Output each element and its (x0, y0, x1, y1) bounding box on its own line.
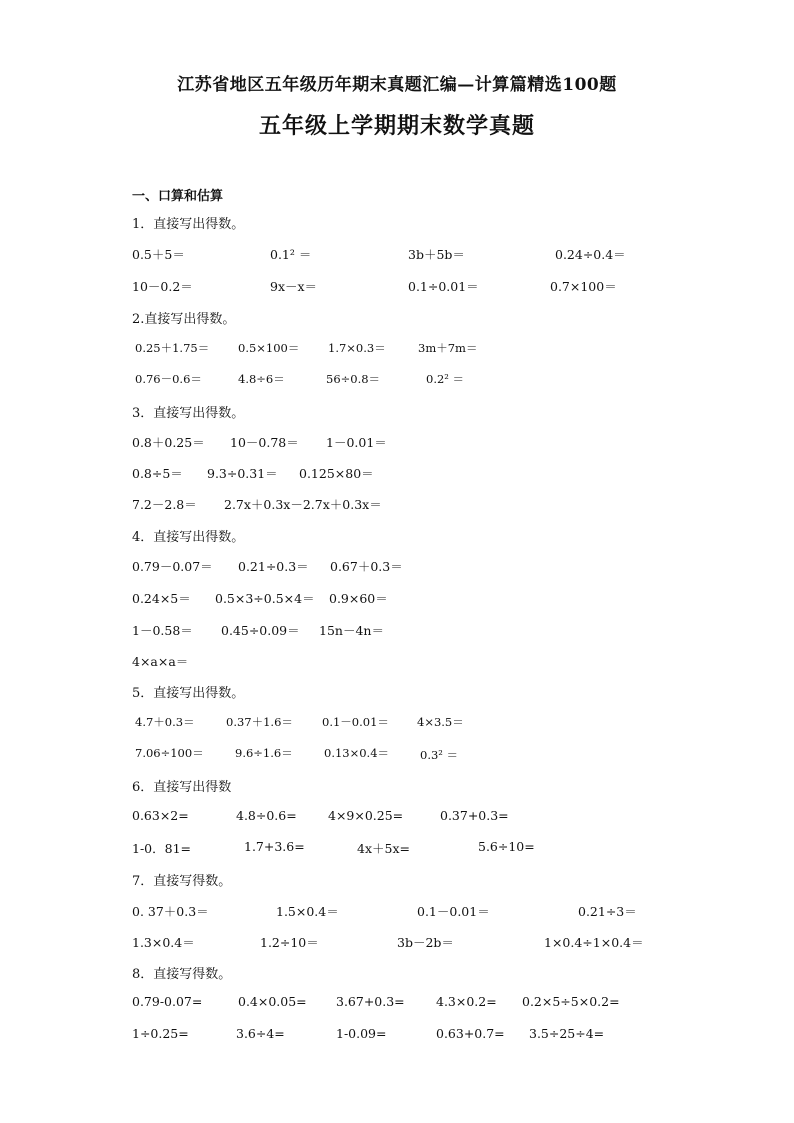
problem: 0.7×100＝ (550, 279, 617, 294)
problem: 4×a×a＝ (132, 654, 189, 669)
problem: 0.79-0.07= (132, 994, 203, 1009)
problem: 5.6÷10= (478, 839, 535, 854)
problem: 0.5＋5＝ (132, 247, 185, 262)
problem: 1.7+3.6= (244, 839, 305, 854)
problem: 0.8＋0.25＝ (132, 435, 205, 450)
problem: 4.3×0.2= (436, 994, 497, 1009)
problem: 0.5×3÷0.5×4＝ (215, 591, 315, 606)
problem: 0.21÷3＝ (578, 904, 637, 919)
problem: 0.3² ＝ (420, 748, 459, 762)
problem: 0.45÷0.09＝ (221, 623, 300, 638)
problem: 0.2² ＝ (426, 372, 465, 386)
problem: 1÷0.25= (132, 1026, 189, 1041)
problem: 3.5÷25÷4= (529, 1026, 605, 1041)
question-8-label: 8．直接写得数。 (132, 967, 232, 982)
problem: 0.67＋0.3＝ (330, 559, 403, 574)
problem: 0.63×2= (132, 808, 189, 823)
problem: 0.24×5＝ (132, 591, 191, 606)
problem: 1×0.4÷1×0.4＝ (544, 935, 644, 950)
problem: 4.7＋0.3＝ (135, 715, 195, 729)
problem: 3b－2b＝ (397, 935, 454, 950)
problem: 1.2÷10＝ (260, 935, 319, 950)
problem: 0.1－0.01＝ (322, 715, 389, 729)
question-1-label: 1．直接写出得数。 (132, 217, 245, 232)
problem: 9.6÷1.6＝ (235, 746, 293, 760)
problem: 3b＋5b＝ (408, 247, 465, 262)
problem: 10－0.78＝ (230, 435, 299, 450)
problem: 4.8÷6＝ (238, 372, 285, 386)
problem: 0.79－0.07＝ (132, 559, 213, 574)
question-3-label: 3．直接写出得数。 (132, 406, 245, 421)
problem: 0.125×80＝ (299, 466, 374, 481)
problem: 7.06÷100＝ (135, 746, 204, 760)
problem: 4x＋5x= (357, 841, 410, 856)
problem: 4×9×0.25= (328, 808, 404, 823)
document-subtitle: 五年级上学期期末数学真题 (258, 113, 535, 139)
question-5-label: 5．直接写出得数。 (132, 686, 245, 701)
problem: 0.1－0.01＝ (417, 904, 490, 919)
problem: 4×3.5＝ (417, 715, 464, 729)
question-4-label: 4．直接写出得数。 (132, 530, 245, 545)
problem: 0.13×0.4＝ (324, 746, 390, 760)
problem: 56÷0.8＝ (326, 372, 381, 386)
problem: 3.6÷4= (236, 1026, 285, 1041)
problem: 9x－x＝ (270, 279, 318, 294)
problem: 0.1² ＝ (270, 247, 312, 262)
problem: 2.7x＋0.3x－2.7x＋0.3x＝ (224, 497, 382, 512)
problem: 1－0.01＝ (326, 435, 387, 450)
problem: 1.7×0.3＝ (328, 341, 386, 355)
problem: 0.37＋1.6＝ (226, 715, 293, 729)
problem: 0.76－0.6＝ (135, 372, 202, 386)
problem: 0. 37＋0.3＝ (132, 904, 209, 919)
problem: 3.67+0.3= (336, 994, 405, 1009)
problem: 0.2×5÷5×0.2= (522, 994, 620, 1009)
problem: 1-0．81= (132, 841, 192, 856)
problem: 0.8÷5＝ (132, 466, 183, 481)
document-title: 江苏省地区五年级历年期末真题汇编—计算篇精选100题 (177, 75, 617, 95)
question-2-label: 2.直接写出得数。 (132, 312, 236, 327)
question-7-label: 7．直接写得数。 (132, 874, 232, 889)
problem: 0.9×60＝ (329, 591, 388, 606)
problem: 7.2－2.8＝ (132, 497, 197, 512)
problem: 9.3÷0.31＝ (207, 466, 278, 481)
problem: 0.4×0.05= (238, 994, 307, 1009)
section-heading: 一、口算和估算 (132, 189, 224, 204)
problem: 0.37+0.3= (440, 808, 509, 823)
question-6-label: 6．直接写出得数 (132, 780, 232, 795)
problem: 1－0.58＝ (132, 623, 193, 638)
problem: 0.5×100＝ (238, 341, 300, 355)
problem: 0.24÷0.4＝ (555, 247, 626, 262)
problem: 0.21÷0.3＝ (238, 559, 309, 574)
problem: 0.1÷0.01＝ (408, 279, 479, 294)
problem: 1.3×0.4＝ (132, 935, 195, 950)
problem: 1-0.09= (336, 1026, 387, 1041)
problem: 1.5×0.4＝ (276, 904, 339, 919)
problem: 3m＋7m＝ (418, 341, 478, 355)
problem: 15n－4n＝ (319, 623, 384, 638)
problem: 4.8÷0.6= (236, 808, 297, 823)
problem: 0.63+0.7= (436, 1026, 505, 1041)
problem: 0.25＋1.75＝ (135, 341, 210, 355)
problem: 10－0.2＝ (132, 279, 193, 294)
